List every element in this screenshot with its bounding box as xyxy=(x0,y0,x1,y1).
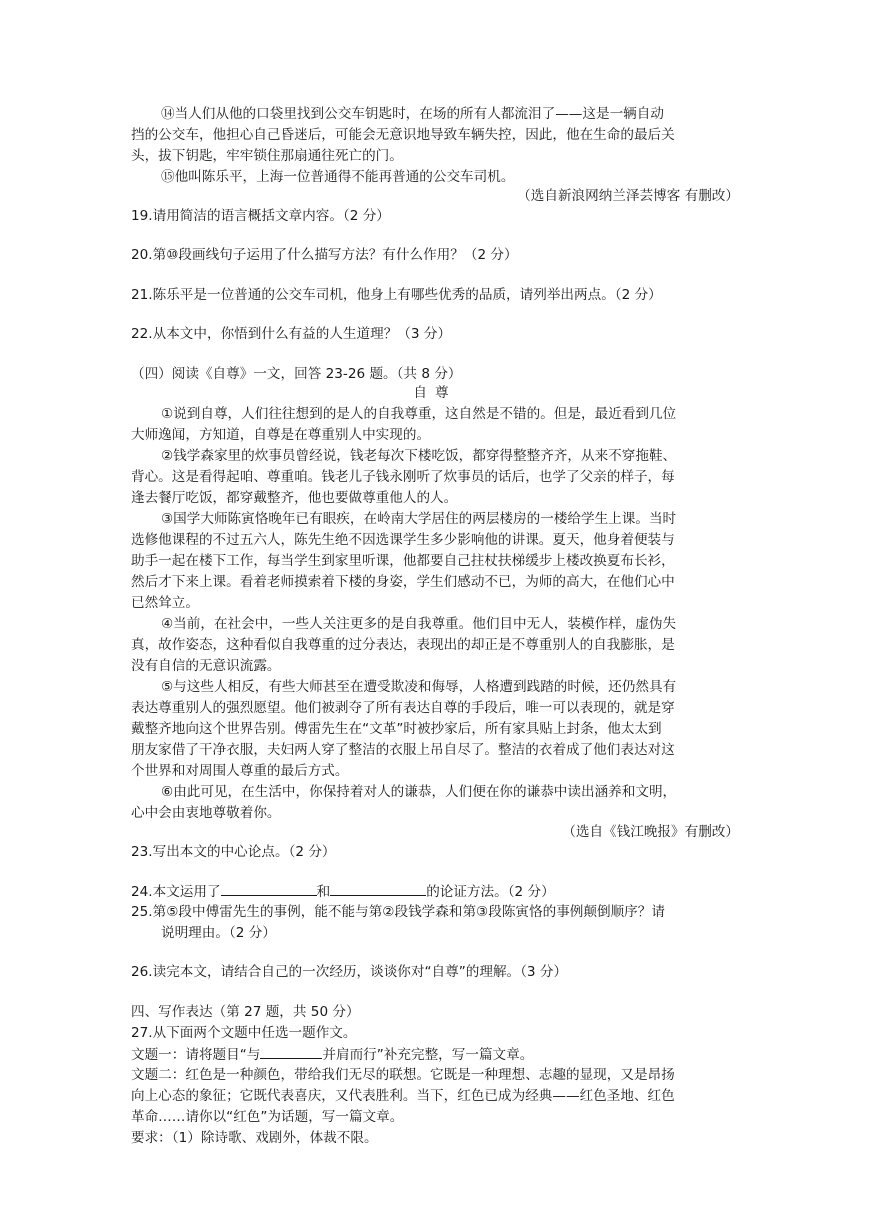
question-21: 21.陈乐平是一位普通的公交车司机，他身上有哪些优秀的品质，请列举出两点。（2 分） xyxy=(131,287,662,303)
prompt-one-text: 并肩而行”补充完整，写一篇文章。 xyxy=(322,1047,534,1063)
section-heading: 四、写作表达（第 27 题，共 50 分） xyxy=(131,1004,360,1020)
question-25: 25.第⑤段中傅雷先生的事例，能不能与第②段钱学森和第③段陈寅恪的事例颠倒顺序？请 xyxy=(131,904,665,920)
paragraph-4-line: ④当前，在社会中，一些人关注更多的是自我尊重。他们目中无人，装模作样，虚伪失 xyxy=(161,616,677,632)
paragraph-5-line: 戴整齐地向这个世界告别。傅雷先生在“文革”时被抄家后，所有家具贴上封条，他太太到 xyxy=(131,721,662,737)
title-blank[interactable] xyxy=(260,1044,322,1059)
question-22: 22.从本文中，你悟到什么有益的人生道理？（3 分） xyxy=(131,326,452,342)
question-26: 26.读完本文，请结合自己的一次经历，谈谈你对“自尊”的理解。（3 分） xyxy=(131,964,568,980)
paragraph-4-line: 没有自信的无意识流露。 xyxy=(131,658,281,674)
prompt-two-line: 文题二：红色是一种颜色，带给我们无尽的联想。它既是一种理想、志趣的显现，又是昂扬 xyxy=(131,1067,675,1083)
requirements: 要求：（1）除诗歌、戏剧外，体裁不限。 xyxy=(131,1130,378,1146)
paragraph-3-line: 助手一起在楼下工作，每当学生到家里听课，他都要自己拄杖扶梯缓步上楼改换夏布长衫， xyxy=(131,553,675,569)
source-note: （选自《钱江晚报》有删改） xyxy=(562,824,739,840)
section-heading: （四）阅读《自尊》一文，回答 23-26 题。（共 8 分） xyxy=(131,366,462,382)
question-20: 20.第⑩段画线句子运用了什么描写方法？有什么作用？（2 分） xyxy=(131,247,518,263)
paragraph-6-line: ⑥由此可见，在生活中，你保持着对人的谦恭，人们便在你的谦恭中读出涵养和文明， xyxy=(161,784,677,800)
paragraph-14-line: ⑭当人们从他的口袋里找到公交车钥匙时，在场的所有人都流泪了——这是一辆自动 xyxy=(161,106,664,122)
prompt-two-line: 革命……请你以“红色”为话题，写一篇文章。 xyxy=(131,1109,404,1125)
paragraph-3-line: 然后才下来上课。看着老师摸索着下楼的身姿，学生们感动不已，为师的高大，在他们心中 xyxy=(131,574,675,590)
paragraph-3-line: 选修他课程的不过五六人，陈先生绝不因选课学生多少影响他的讲课。夏天，他身着便装与 xyxy=(131,532,675,548)
article-title: 自尊 xyxy=(413,385,457,401)
question-25: 说明理由。（2 分） xyxy=(161,925,276,941)
question-24-text: 24.本文运用了 xyxy=(131,884,221,900)
prompt-one xyxy=(131,1044,533,1066)
paragraph-6-line: 心中会由衷地尊敬着你。 xyxy=(131,805,281,821)
prompt-two-line: 向上心态的象征；它既代表喜庆，又代表胜利。当下，红色已成为经典——红色圣地、红色 xyxy=(131,1088,675,1104)
paragraph-3-line: ③国学大师陈寅恪晚年已有眼疾，在岭南大学居住的两层楼房的一楼给学生上课。当时 xyxy=(161,511,677,527)
question-24-text: 的论证方法。（2 分） xyxy=(426,884,555,900)
question-24-text: 和 xyxy=(316,884,331,900)
paragraph-1-line: 大师逸闻，方知道，自尊是在尊重别人中实现的。 xyxy=(131,427,431,443)
question-23: 23.写出本文的中心论点。（2 分） xyxy=(131,844,336,860)
paragraph-15-line: ⑮他叫陈乐平，上海一位普通得不能再普通的公交车司机。 xyxy=(161,169,515,185)
question-24 xyxy=(131,881,555,903)
question-27: 27.从下面两个文题中任选一题作文。 xyxy=(131,1025,357,1041)
paragraph-14-line: 头，拔下钥匙，牢牢锁住那扇通往死亡的门。 xyxy=(131,148,403,164)
paragraph-5-line: ⑤与这些人相反，有些大师甚至在遭受欺凌和侮辱，人格遭到践踏的时候，还仍然具有 xyxy=(161,679,677,695)
question-19: 19.请用简洁的语言概括文章内容。（2 分） xyxy=(131,208,390,224)
paragraph-2-line: 逢去餐厅吃饭，都穿戴整齐，他也要做尊重他人的人。 xyxy=(131,490,458,506)
paragraph-2-line: ②钱学森家里的炊事员曾经说，钱老每次下楼吃饭，都穿得整整齐齐，从来不穿拖鞋、 xyxy=(161,448,677,464)
paragraph-2-line: 背心。这是看得起咱、尊重咱。钱老儿子钱永刚听了炊事员的话后，也学了父亲的样子，每 xyxy=(131,469,675,485)
prompt-one-text: 文题一：请将题目“与 xyxy=(131,1047,261,1063)
paragraph-4-line: 真，故作姿态，这种看似自我尊重的过分表达，表现出的却正是不尊重别人的自我膨胀，是 xyxy=(131,637,675,653)
source-note: （选自新浪网纳兰泽芸博客 有删改） xyxy=(517,188,739,204)
paragraph-1-line: ①说到自尊，人们往往想到的是人的自我尊重，这自然是不错的。但是，最近看到几位 xyxy=(161,406,677,422)
paragraph-5-line: 表达尊重别人的强烈愿望。他们被剥夺了所有表达自尊的手段后，唯一可以表现的，就是穿 xyxy=(131,700,675,716)
paragraph-5-line: 朋友家借了干净衣服，夫妇两人穿了整洁的衣服上吊自尽了。整洁的衣着成了他们表达对这 xyxy=(131,742,675,758)
paragraph-3-line: 已然耸立。 xyxy=(131,595,199,611)
paragraph-5-line: 个世界和对周围人尊重的最后方式。 xyxy=(131,763,349,779)
paragraph-14-line: 挡的公交车，他担心自己昏迷后，可能会无意识地导致车辆失控，因此，他在生命的最后关 xyxy=(131,127,675,143)
answer-blank[interactable] xyxy=(330,881,426,896)
answer-blank[interactable] xyxy=(221,881,317,896)
